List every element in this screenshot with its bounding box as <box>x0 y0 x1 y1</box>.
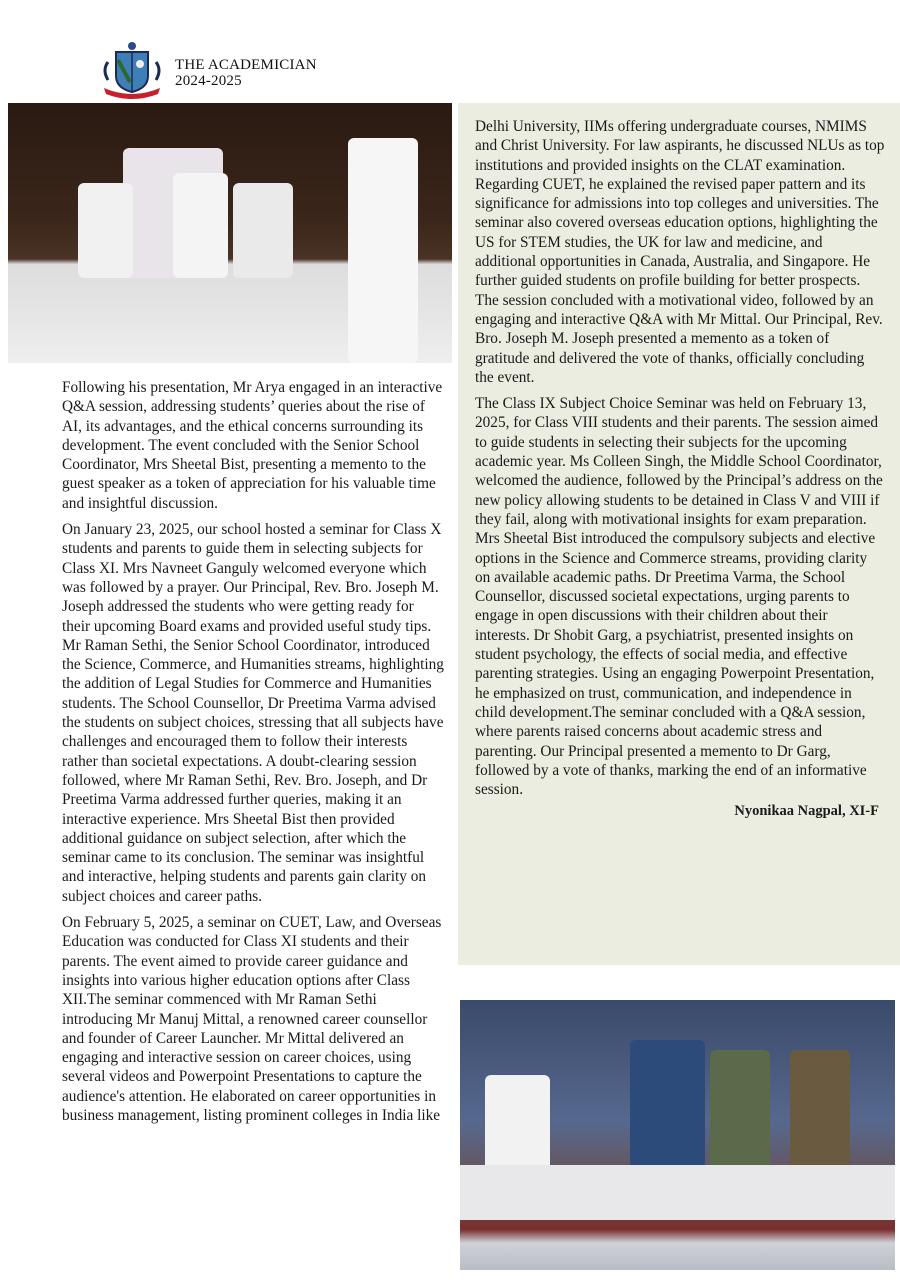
school-crest-icon <box>98 40 166 100</box>
seminar-photo-panel <box>460 1000 895 1270</box>
masthead <box>175 57 317 89</box>
paragraph: Delhi University, IIMs offering undergraduate courses, NMIMS and Christ University. For law aspirants, he discussed NLUs as top institutions and provided insights on the CLAT examination. Regarding CUET, he explained the revised paper pattern and its significance for admissions into top colleges and universities. The seminar also covered overseas education options, highlighting the US for STEM studies, the UK for law and medicine, and additional opportunities in Canada, Australia, and Singapore. He further guided students on profile building for better prospects. The session concluded with a motivational video, followed by an engaging and interactive Q&A with Mr Mittal. Our Principal, Rev. Bro. Joseph M. Joseph presented a memento as a token of gratitude and delivered the vote of thanks, officially concluding the event. <box>475 118 885 386</box>
author-byline: Nyonikaa Nagpal, XI-F <box>734 803 879 820</box>
person <box>233 183 293 278</box>
magazine-year: 2024-2025 <box>175 73 242 89</box>
paragraph: On February 5, 2025, a seminar on CUET, Law, and Overseas Education was conducted for Class XI students and their parents. The event aimed to provide career guidance and insights into various higher education options after Class XII.The seminar commenced with Mr Raman Sethi introducing Mr Manuj Mittal, a renowned career counsellor and founder of Career Launcher. Mr Mittal delivered an engaging and interactive session on career choices, using several videos and Powerpoint Presentations to capture the audience's attention. He elaborated on career opportunities in business management, listing prominent colleges in India like <box>62 914 442 1124</box>
person <box>173 173 228 278</box>
paragraph: Following his presentation, Mr Arya engaged in an interactive Q&A session, addressing students’ queries about the rise of AI, its advantages, and the ethical concerns surrounding its development. The event concluded with the Senior School Coordinator, Mrs Sheetal Bist, presenting a memento to the guest speaker as a token of appreciation for his valuable time and insightful discussion. <box>62 379 443 512</box>
paragraph: The Class IX Subject Choice Seminar was held on February 13, 2025, for Class VIII students and their parents. The session aimed to guide students in selecting their subjects for the upcoming academic year. Ms Colleen Singh, the Middle School Coordinator, welcomed the audience, followed by the Principal’s address on the new policy allowing students to be detained in Class V and VIII if they fail, along with motivational insights for exam preparation. Mrs Sheetal Bist introduced the compulsory subjects and elective options in the Science and Commerce streams, providing clarity on available academic paths. Dr Preetima Varma, the School Counsellor, discussed societal expectations, urging parents to engage in open discussions with their children about their interests. Dr Shobit Garg, a psychiatrist, presented insights on student psychology, the effects of social media, and effective parenting strategies. Using an engaging Powerpoint Presentation, he emphasized on trust, communication, and independence in child development.The seminar concluded with a Q&A session, where parents raised concerns about academic stress and parenting. Our Principal presented a memento to Dr Garg, followed by a vote of thanks, marking the end of an informative session. <box>475 395 883 799</box>
seminar-photo-stage <box>8 103 452 363</box>
person <box>78 183 133 278</box>
person <box>710 1050 770 1170</box>
speaker <box>348 138 418 363</box>
table <box>460 1165 895 1220</box>
person <box>790 1050 850 1170</box>
magazine-title: THE ACADEMICIAN <box>175 57 317 73</box>
person <box>630 1040 705 1170</box>
paragraph: On January 23, 2025, our school hosted a seminar for Class X students and parents to guide them in selecting subjects for Class XI. Mrs Navneet Ganguly welcomed everyone which was followed by a prayer. Our Principal, Rev. Bro. Joseph M. Joseph addressed the students who were getting ready for their upcoming Board exams and provided useful study tips. Mr Raman Sethi, the Senior School Coordinator, introduced the Science, Commerce, and Humanities streams, highlighting the addition of Legal Studies for Commerce and Humanities students. The School Counsellor, Dr Preetima Varma advised the students on subject choices, stressing that all subjects have challenges and encouraged them to follow their interests rather than societal expectations. A doubt-clearing session followed, where Mr Raman Sethi, Rev. Bro. Joseph, and Dr Preetima Varma addressed further queries, making it an interactive experience. Mrs Sheetal Bist then provided additional guidance on subject selection, after which the seminar came to its conclusion. The seminar was insightful and interactive, helping students and parents gain clarity on subject choices and career paths. <box>62 521 444 905</box>
left-column-article <box>62 378 444 1132</box>
right-column-article <box>475 117 885 822</box>
